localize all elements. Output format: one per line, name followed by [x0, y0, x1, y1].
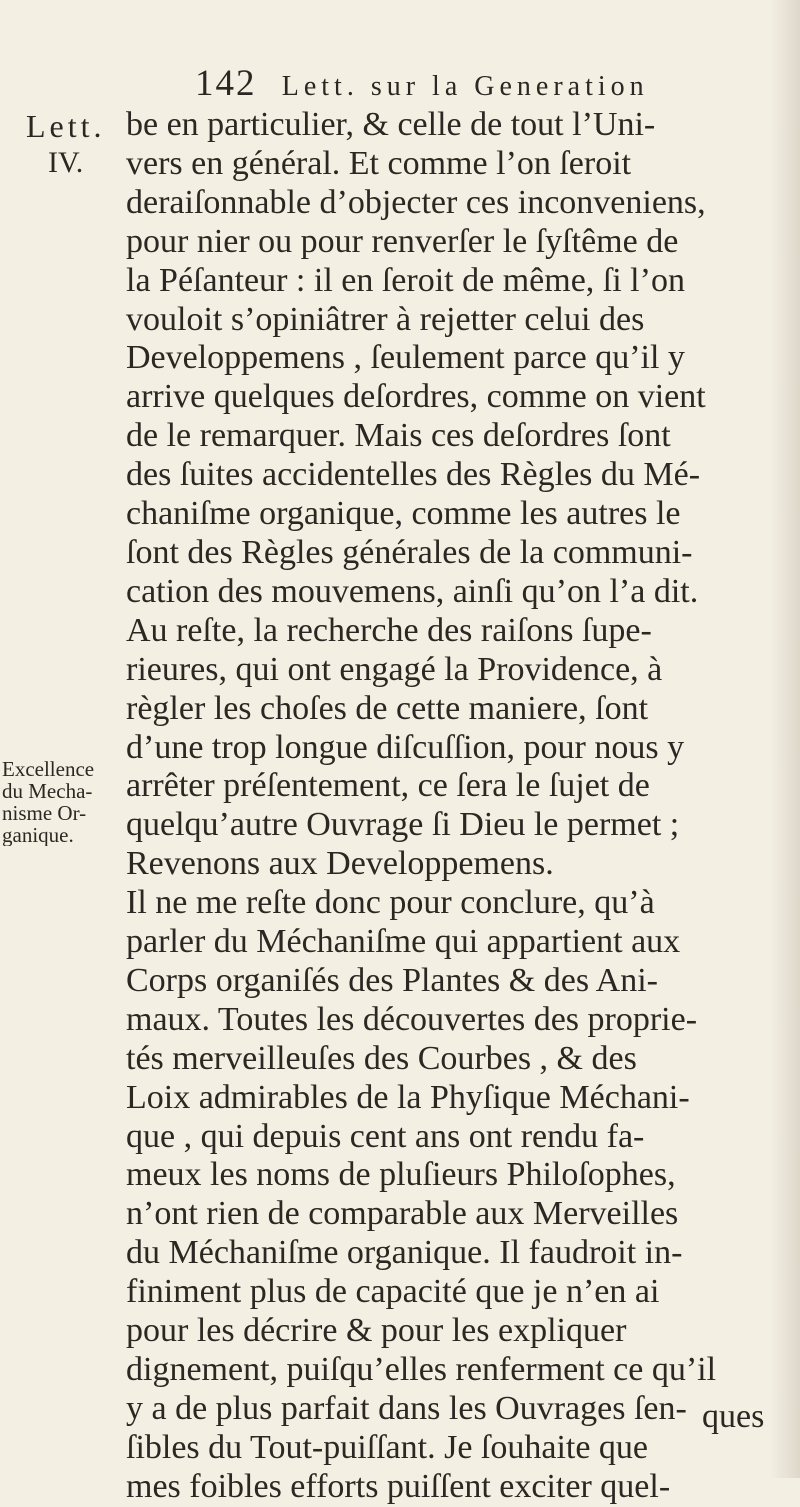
margin-sidenote	[2, 758, 102, 846]
sidenote-line: ganique.	[2, 824, 74, 846]
text-line: vers en général. Et comme l’on ſeroit	[126, 144, 632, 182]
page-number: 142	[195, 63, 257, 104]
sidenote-line: du Mecha-	[2, 780, 93, 802]
text-line: la Péſanteur : il en ſeroit de même, ſi l’on	[126, 261, 685, 299]
text-line: Developpemens , ſeulement parce qu’il y	[126, 339, 685, 377]
text-line: ſibles du Tout-puiſſant. Je ſouhaite que	[126, 1428, 649, 1466]
text-line: cation des mouvemens, ainſi qu’on l’a dit.	[126, 572, 699, 610]
text-line: de le remarquer. Mais ces deſordres ſont	[126, 417, 671, 455]
text-line: parler du Méchaniſme qui appartient aux	[126, 923, 681, 961]
sidenote-line: Excellence	[2, 758, 95, 780]
letter-number: IV.	[48, 146, 84, 179]
text-line: Au reſte, la recherche des raiſons ſupe-	[126, 611, 652, 649]
text-line: ſont des Règles générales de la communi-	[126, 533, 693, 571]
text-line: arrêter préſentement, ce ſera le ſujet de	[126, 767, 650, 805]
text-line: du Méchaniſme organique. Il faudroit in-	[126, 1234, 683, 1272]
text-line: y a de plus parfait dans les Ouvrages ſen-	[126, 1389, 687, 1427]
text-line: maux. Toutes les découvertes des proprie-	[126, 1000, 698, 1038]
text-line: vouloit s’opiniâtrer à rejetter celui des	[126, 300, 645, 338]
text-line: meux les noms de pluſieurs Philoſophes,	[126, 1156, 676, 1194]
text-line: dignement, puiſqu’elles renferment ce qu’il	[126, 1351, 717, 1388]
text-line: n’ont rien de comparable aux Merveilles	[126, 1195, 679, 1233]
running-title: Lett. sur la Generation	[281, 71, 649, 102]
text-line: que , qui depuis cent ans ont rendu fa-	[126, 1117, 645, 1155]
text-line: pour les décrire & pour les expliquer	[126, 1312, 627, 1350]
text-line: rieures, qui ont engagé la Providence, à	[126, 650, 663, 688]
text-line: arrive quelques deſordres, comme on vient	[126, 378, 706, 416]
text-line: pour nier ou pour renverſer le ſyſtême de	[126, 222, 679, 260]
text-line: Il ne me reſte donc pour conclure, qu’à	[126, 884, 655, 922]
text-line: règler les choſes de cette maniere, ſont	[126, 689, 649, 727]
text-line: be en particulier, & celle de tout l’Uni-	[126, 106, 656, 143]
text-line: Loix admirables de la Phyſique Méchani-	[126, 1078, 690, 1116]
sidenote-line: nisme Or-	[2, 802, 87, 824]
text-line: Corps organiſés des Plantes & des Ani-	[126, 961, 658, 999]
text-line: finiment plus de capacité que je n’en ai	[126, 1273, 660, 1311]
text-line: chaniſme organique, comme les autres le	[126, 495, 681, 533]
text-line: d’une trop longue diſcuſſion, pour nous y	[126, 728, 685, 766]
letter-tag: Lett.	[26, 108, 106, 144]
text-line: deraiſonnable d’objecter ces inconveniens,	[126, 183, 706, 221]
text-line: quelqu’autre Ouvrage ſi Dieu le permet ;	[126, 806, 680, 844]
body-text	[126, 106, 792, 1507]
text-line: tés merveilleuſes des Courbes , & des	[126, 1039, 637, 1077]
running-header	[195, 62, 795, 105]
text-line: mes foibles efforts puiſſent exciter quel-	[126, 1467, 671, 1505]
text-line: Revenons aux Developpemens.	[126, 845, 554, 883]
catchword: ques	[702, 1398, 765, 1435]
text-line: des ſuites accidentelles des Règles du Mé-	[126, 456, 701, 494]
